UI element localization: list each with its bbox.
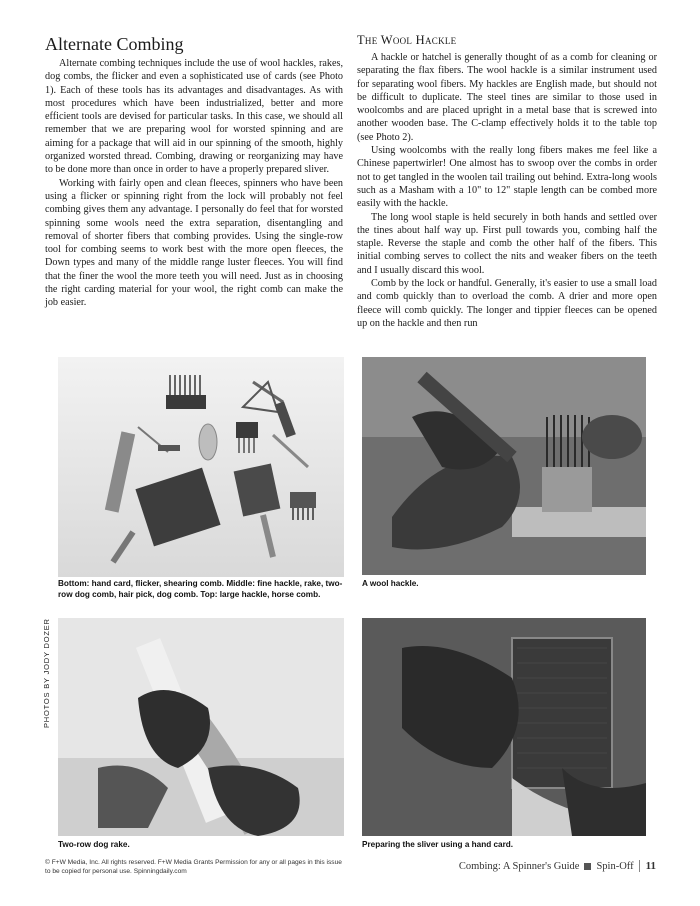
paragraph: A hackle or hatchel is generally thought of as a comb for cleaning or separating the flax fibers. The wool hackle is a similar instrument used for separating wool fibers. My hackles are English made, but should not be difficult to duplicate. The steel tines are similar to those used in woolcombs and are placed upright in a metal base that is screwed into another wooden base. The C-clamp effectively holds it to the table top (see Photo 2). <box>357 52 657 143</box>
publication-name: Spin-Off <box>596 860 634 872</box>
running-footer <box>459 860 656 872</box>
right-column <box>357 30 657 330</box>
photo-hand-card <box>362 618 646 836</box>
photo-credit: PHOTOS BY JODY DOZER <box>42 618 51 728</box>
paragraph: Working with fairly open and clean fleeces, spinners who have been using a flicker or spinning right from the lock will probably not feel combing gives them any advantage. I personally do feel that for worsted spinning some wools need the extra separation, disentangling and removal of shorter fibers that combing provides. Using the single-row tool for combing seems to work best with the more open fleeces, the Down types and many of the middle range luster fleeces. You will find that the finer the wool the more teeth you will need. Just as in choosing the right carding material for your wool, the right comb can make the job easier. <box>45 177 343 309</box>
running-title: Combing: A Spinner's Guide <box>458 860 580 872</box>
site-link[interactable]: Spinningdaily.com <box>133 868 187 875</box>
photo-caption: Two-row dog rake. <box>58 840 130 849</box>
section-heading: The Wool Hackle <box>357 33 457 47</box>
paragraph: Alternate combing techniques include the use of wool hackles, rakes, dog combs, the flicker and even a sophisticated use of cards (see Photo 1). Each of these tools has its advantages and disadvantages. As with most procedures which have been industrialized, better and more efficient tools are devised for particular tasks. In this case, we should all remember that we are preparing wool for worsted spinning and are aiming for a package that will aid in our spinning of the smooth, highly organized worsted thread. Combing, drawing or reorganizing may have to be done more than once in order to have a properly prepared sliver. <box>45 58 343 176</box>
paragraph: Using woolcombs with the really long fibers makes me feel like a Chinese papertwirler! One almost has to swoop over the combs in order not to get tangled in the woolen tail trailing out behind. Extra-long wools such as a Masham with a 10" to 12" staple length can be combed more easily with the hackle. <box>357 145 657 210</box>
page-number: 11 <box>639 860 656 872</box>
left-column <box>45 30 343 310</box>
photo-dog-rake <box>58 618 344 836</box>
photo-caption: Bottom: hand card, flicker, shearing comb. Middle: fine hackle, rake, two-row dog comb, hair pick, dog comb. Top: large hackle, horse comb. <box>58 579 343 599</box>
photo-wool-hackle <box>362 357 646 575</box>
photo-combing-tools <box>58 357 344 577</box>
square-bullet-icon <box>584 863 591 870</box>
copyright-text: © F+W Media, Inc. All rights reserved. F+W Media Grants Permission for any or all pages in this issue to be copied for personal use. <box>45 859 342 875</box>
paragraph: The long wool staple is held securely in both hands and settled over the tines about half way up. First pull towards you, combing half the staple. Reverse the staple and comb the other half of the fibers. This initial combing serves to collect the nits and weaker fibers on the teeth and I usually discard this wool. <box>357 211 657 276</box>
paragraph: Comb by the lock or handful. Generally, it's easier to use a small load and comb quickly than to overload the comb. A drier and more open fleece will comb quickly. The longer and tippier fleeces can be opened up on the hackle and then run <box>357 278 657 329</box>
photo-caption: A wool hackle. <box>362 579 419 588</box>
photo-caption: Preparing the sliver using a hand card. <box>362 840 514 849</box>
article-title: Alternate Combing <box>45 34 184 54</box>
copyright-notice <box>45 858 345 876</box>
